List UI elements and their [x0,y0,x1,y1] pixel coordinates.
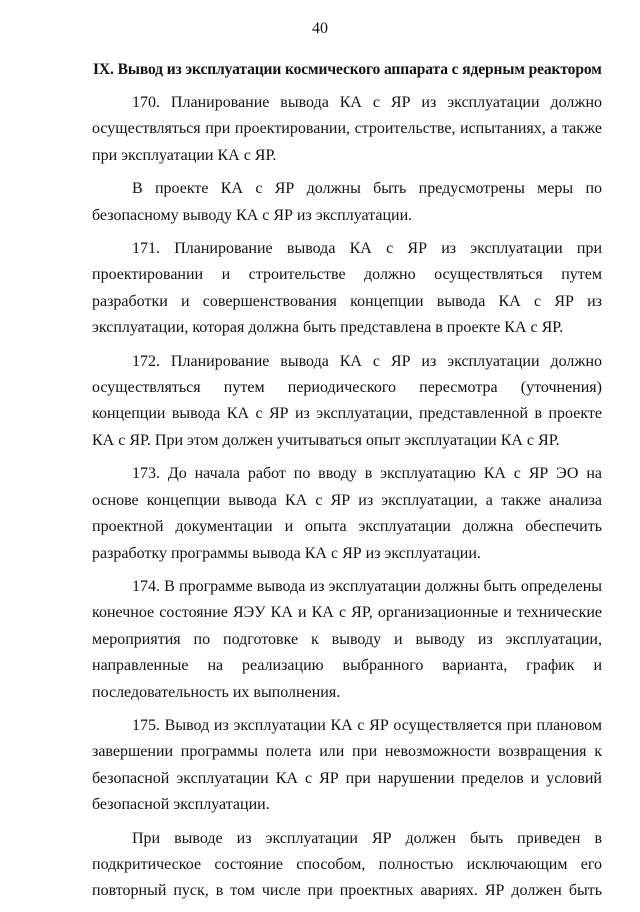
paragraph-173: 173. До начала работ по вводу в эксплуатацию КА с ЯР ЭО на основе концепции вывода КА с ЯР из эксплуатации, а также анализа проектной документации и опыта эксплуатации должна обеспечить разработку программы вывода КА с ЯР из эксплуатации. [92,465,602,562]
page-number: 40 [312,20,328,37]
paragraph-175-decommissioning: При выводе из эксплуатации ЯР должен быть приведен в подкритическое состояние способом, полностью исключающим его повторный пуск, в том числе при проектных авариях. ЯР должен быть [92,829,602,900]
paragraph-170: 170. Планирование вывода КА с ЯР из эксплуатации должно осуществляться при проектировании, строительстве, испытаниях, а также при эксплуатации КА с ЯР. [92,94,602,164]
paragraph-175: 175. Вывод из эксплуатации КА с ЯР осуществляется при плановом завершении программы полета или при невозможности возвращения к безопасной эксплуатации КА с ЯР при нарушении пределов и условий безопасной эксплуатации. [92,716,602,814]
document-body [92,90,602,912]
paragraph-170-project: В проекте КА с ЯР должны быть предусмотрены меры по безопасному выводу КА с ЯР из эксплуатации. [92,180,602,224]
paragraph-174: 174. В программе вывода из эксплуатации должны быть определены конечное состояние ЯЭУ КА и КА с ЯР, организационные и технические мероприятия по подготовке к выводу и выводу из эксплуатации, направленные на реализацию выбранного варианта, график и последовательность их выполнения. [92,577,602,701]
paragraph-171: 171. Планирование вывода КА с ЯР из эксплуатации при проектировании и строительстве должно осуществляться путем разработки и совершенствования концепции вывода КА с ЯР из эксплуатации, которая должна быть представлена в проекте КА с ЯР. [92,240,602,337]
section-heading: IX. Вывод из эксплуатации космического аппарата с ядерным реактором [93,61,602,78]
paragraph-172: 172. Планирование вывода КА с ЯР из эксплуатации должно осуществляться путем периодического пересмотра (уточнения) концепции вывода КА с ЯР из эксплуатации, представленной в проекте КА с ЯР. При этом должен учитываться опыт эксплуатации КА с ЯР. [92,352,602,449]
